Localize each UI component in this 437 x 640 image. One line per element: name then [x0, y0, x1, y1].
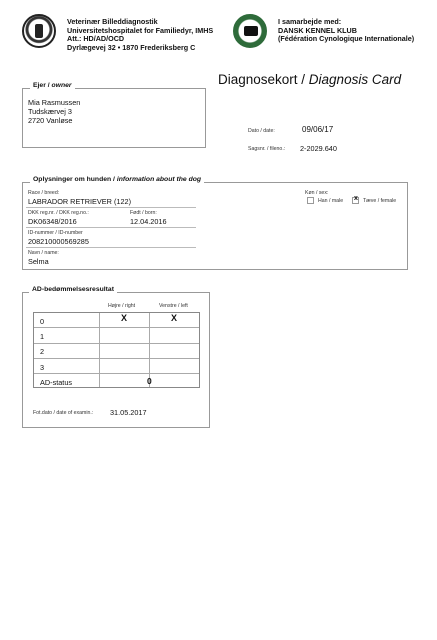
male-checkbox[interactable] [307, 197, 314, 204]
partner-info: I samarbejde med: DANSK KENNEL KLUB (Fédération Cynologique Internationale) [278, 17, 415, 44]
ad-status-value: 0 [147, 376, 152, 386]
fileno-label: Sagsnr. / fileno.: [248, 146, 286, 152]
grade-0-label: 0 [40, 317, 45, 326]
born-label: Født / born: [130, 210, 157, 216]
date-label: Dato / date: [248, 128, 275, 134]
female-check-mark: x [354, 195, 358, 202]
exam-date-value: 31.05.2017 [110, 408, 147, 417]
male-label: Han / male [318, 198, 344, 204]
dog-info-legend: Oplysninger om hunden / information about the dog [30, 176, 204, 183]
left-column-header: Venstre / left [159, 303, 188, 309]
ad-result-legend: AD-bedømmelsesresultat [29, 286, 117, 293]
kennel-club-logo [233, 14, 267, 48]
fileno-value: 2-2029.640 [300, 144, 337, 153]
grade-2-label: 2 [40, 347, 45, 356]
ad-grade-table [33, 312, 200, 388]
owner-legend: Ejer / owner [30, 82, 75, 89]
ad-status-label: AD-status [40, 378, 73, 387]
page-title: Diagnosekort / Diagnosis Card [218, 72, 402, 87]
breed-value: LABRADOR RETRIEVER (122) [28, 197, 131, 206]
id-label: ID-nummer / ID-number [28, 230, 83, 236]
grade-0-right: X [121, 313, 128, 323]
id-value: 208210000569285 [28, 237, 89, 246]
dog-name-value: Selma [28, 257, 49, 266]
sex-label: Køn / sex: [305, 190, 329, 196]
owner-street: Tudskærvej 3 [28, 107, 72, 116]
breed-label: Race / breed: [28, 190, 60, 196]
clinic-address: Veterinær Billeddiagnostik Universitetshospitalet for Familiedyr, IMHS Att.: HD/AD/OCD Dyrlægevej 32 • 1870 Frederiksberg C [67, 17, 214, 52]
born-value: 12.04.2016 [130, 217, 167, 226]
grade-3-label: 3 [40, 363, 45, 372]
dog-info-box [22, 182, 408, 270]
right-column-header: Højre / right [108, 303, 136, 309]
exam-date-label: Fot.dato / date of examin.: [33, 410, 94, 416]
owner-name: Mia Rasmussen [28, 98, 81, 107]
dkk-label: DKK reg.nr. / DKK reg.no.: [28, 210, 89, 216]
university-seal-logo [22, 14, 56, 48]
grade-1-label: 1 [40, 332, 45, 341]
owner-city: 2720 Vanløse [28, 116, 73, 125]
grade-0-left: X [171, 313, 178, 323]
dog-name-label: Navn / name: [28, 250, 59, 256]
dkk-value: DK06348/2016 [28, 217, 77, 226]
female-label: Tæve / female [363, 198, 397, 204]
date-value: 09/06/17 [302, 125, 334, 134]
